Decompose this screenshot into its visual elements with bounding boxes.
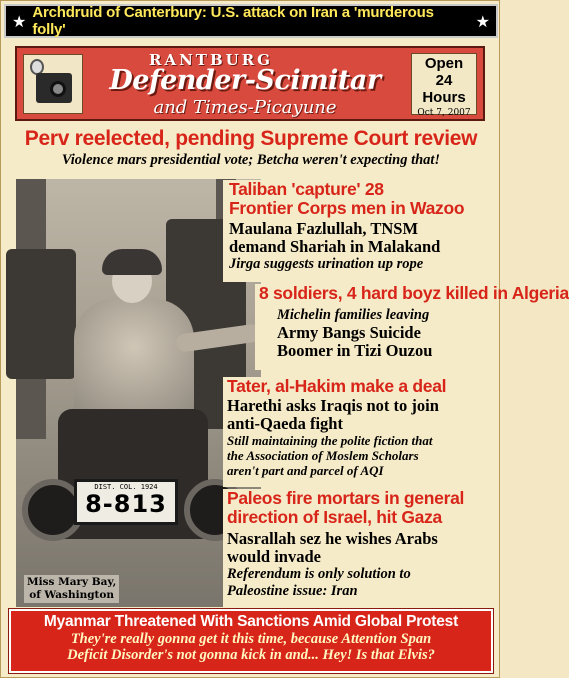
- story-paleos: [223, 489, 493, 607]
- main-headline[interactable]: Perv reelected, pending Supreme Court review: [24, 127, 478, 150]
- star-icon: ★: [475, 11, 490, 31]
- algeria-sub-2: Boomer in Tizi Ouzou: [277, 341, 433, 360]
- paleos-italic-2: Paleostine issue: Iran: [227, 583, 358, 599]
- taliban-sub-2: demand Shariah in Malakand: [229, 237, 441, 256]
- hours-24: 24: [435, 72, 453, 89]
- main-subheadline: Violence mars presidential vote; Betcha weren't expecting that!: [61, 152, 441, 168]
- algeria-headline[interactable]: 8 soldiers, 4 hard boyz killed in Algeria: [259, 283, 569, 303]
- bottom-headline[interactable]: Myanmar Threatened With Sanctions Amid Global Protest: [43, 613, 459, 630]
- caption-line1: Miss Mary Bay,: [27, 576, 117, 588]
- tater-italic-3: aren't part and parcel of AQI: [227, 463, 384, 478]
- algeria-italic: Michelin families leaving: [277, 307, 430, 323]
- hours-label: Hours: [422, 89, 466, 106]
- bottom-sub-1: They're really gonna get it this time, because Attention Span: [70, 631, 432, 647]
- star-icon: ★: [12, 11, 27, 31]
- tater-italic-1: Still maintaining the polite fiction that: [227, 433, 433, 448]
- tater-sub-2: anti-Qaeda fight: [227, 414, 343, 433]
- bottom-banner: [9, 609, 493, 673]
- masthead-line1: RANTBURG: [148, 51, 273, 69]
- hours-box: [411, 53, 477, 118]
- masthead-line3: and Times-Picayune: [153, 97, 337, 118]
- paleos-headline-1[interactable]: Paleos fire mortars in general: [227, 488, 465, 508]
- tater-headline[interactable]: Tater, al-Hakim make a deal: [227, 376, 447, 396]
- taliban-italic: Jirga suggests urination up rope: [229, 256, 424, 272]
- paleos-sub-2: would invade: [227, 547, 321, 566]
- tater-sub-1: Harethi asks Iraqis not to join: [227, 396, 439, 415]
- camera-lens: [50, 81, 66, 97]
- paleos-sub-1: Nasrallah sez he wishes Arabs: [227, 529, 438, 548]
- taliban-headline-1[interactable]: Taliban 'capture' 28: [229, 179, 384, 199]
- plate-top: DIST. COL. 1924: [94, 483, 158, 491]
- paleos-italic-1: Referendum is only solution to: [227, 566, 411, 582]
- story-tater: [223, 377, 493, 487]
- plate-number: 8-813: [85, 490, 167, 518]
- paleos-headline-2[interactable]: direction of Israel, hit Gaza: [227, 507, 442, 527]
- issue-date: Oct 7, 2007: [417, 108, 471, 118]
- cloche-hat: [102, 249, 162, 275]
- top-banner[interactable]: [4, 4, 498, 38]
- license-plate: [74, 479, 178, 525]
- tater-italic-2: the Association of Moslem Scholars: [227, 448, 419, 463]
- top-banner-headline[interactable]: Archdruid of Canterbury: U.S. attack on Iran a 'murderous folly': [32, 4, 434, 38]
- masthead: [15, 46, 485, 121]
- masthead-title: Defender-Scimitar: [109, 65, 381, 96]
- story-algeria: [255, 283, 569, 370]
- photo-caption: [24, 575, 119, 603]
- hours-open: Open: [424, 55, 464, 72]
- fur-coat: [74, 299, 194, 419]
- taliban-headline-2[interactable]: Frontier Corps men in Wazoo: [229, 198, 465, 218]
- bottom-sub-2: Deficit Disorder's not gonna kick in and... Hey! Is that Elvis?: [67, 647, 435, 663]
- parked-car-left: [6, 249, 76, 379]
- algeria-sub-1: Army Bangs Suicide: [277, 323, 421, 342]
- story-taliban: [223, 180, 493, 282]
- taliban-sub-1: Maulana Fazlullah, TNSM: [229, 219, 419, 238]
- caption-line2: of Washington: [29, 589, 115, 601]
